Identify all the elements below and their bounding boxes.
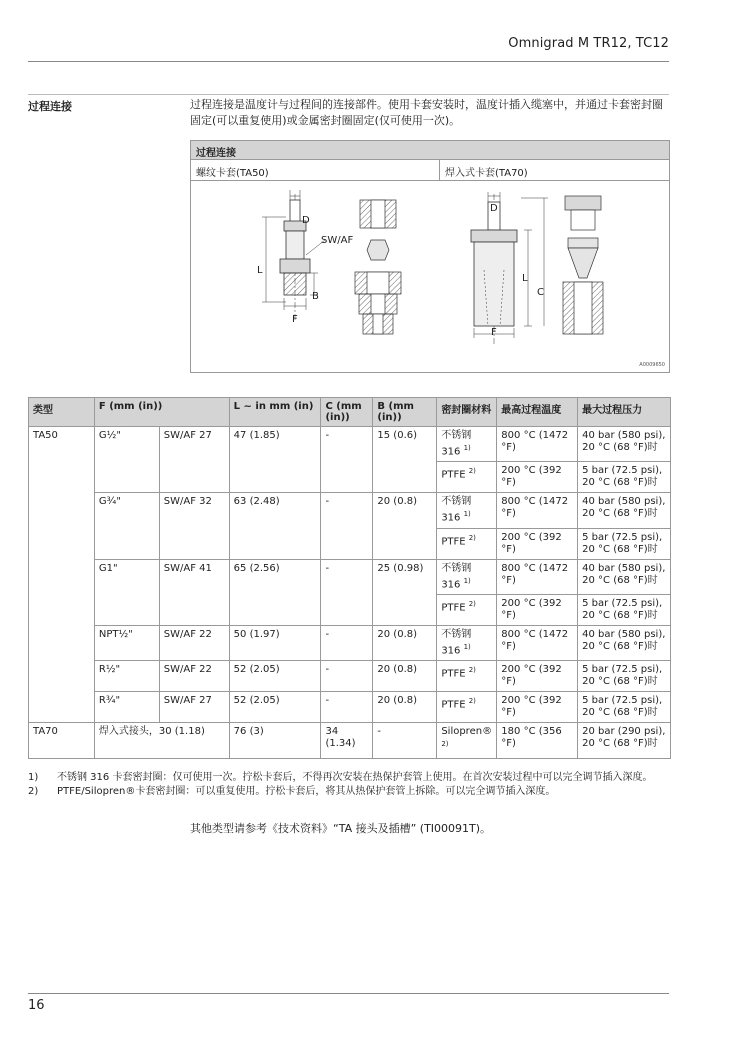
table-cell: G1" — [94, 559, 159, 625]
col-header: C (mm (in)) — [321, 398, 373, 427]
connection-drawings — [191, 180, 669, 372]
table-cell: 15 (0.6) — [373, 427, 437, 493]
table-cell: 200 °C (392 °F) — [497, 594, 578, 625]
table-cell — [437, 462, 497, 493]
dim-d-left: D — [302, 215, 310, 226]
footnote-text: PTFE/Silopren®卡套密封圈：可以重复使用。拧松卡套后，将其从热保护套管上拆除。可以完全调节插入深度。 — [57, 786, 556, 797]
table-cell: G½" — [94, 427, 159, 493]
table-cell: - — [321, 493, 373, 559]
table-cell — [437, 493, 497, 528]
table-cell: SW/AF 32 — [159, 493, 229, 559]
seal-material: PTFE — [441, 535, 466, 547]
table-cell: - — [321, 692, 373, 723]
dim-swaf: SW/AF — [321, 235, 354, 246]
table-cell: 76 (3) — [229, 723, 321, 758]
col-header: L ~ in mm (in) — [229, 398, 321, 427]
table-cell: SW/AF 41 — [159, 559, 229, 625]
table-cell — [437, 723, 497, 758]
process-connection-figure — [190, 140, 670, 373]
table-cell: 800 °C (1472 °F) — [497, 427, 578, 462]
table-cell: SW/AF 27 — [159, 427, 229, 493]
table-cell: TA70 — [29, 723, 95, 758]
section-rule — [28, 94, 669, 95]
ta70-assembly-drawing — [471, 192, 548, 344]
section-title: 过程连接 — [28, 100, 72, 113]
ta70-exploded-parts — [563, 196, 603, 334]
table-cell: - — [321, 625, 373, 660]
table-cell: 20 (0.8) — [373, 661, 437, 692]
table-cell — [437, 528, 497, 559]
table-cell: 800 °C (1472 °F) — [497, 493, 578, 528]
table-cell: NPT½" — [94, 625, 159, 660]
table-cell: 40 bar (580 psi), 20 °C (68 °F)时 — [578, 559, 671, 594]
seal-material: 不锈钢 316 — [441, 496, 472, 524]
figure-id: A0009650 — [639, 362, 665, 368]
col-header: 密封圈材料 — [437, 398, 497, 427]
table-cell: 63 (2.48) — [229, 493, 321, 559]
section-intro: 过程连接是温度计与过程间的连接部件。使用卡套安装时，温度计插入缆塞中，并通过卡套密封圈固定(可以重复使用)或金属密封圈固定(仅可使用一次)。 — [190, 98, 663, 127]
table-cell: R¾" — [94, 692, 159, 723]
table-row — [29, 559, 671, 594]
ta50-exploded-parts — [355, 200, 401, 334]
table-cell — [437, 559, 497, 594]
document-title: Omnigrad M TR12, TC12 — [508, 36, 669, 51]
footnote-ref: 1) — [463, 444, 471, 452]
table-cell — [29, 559, 95, 625]
dim-l-left: L — [257, 265, 263, 276]
table-cell: 65 (2.56) — [229, 559, 321, 625]
table-cell: 180 °C (356 °F) — [497, 723, 578, 758]
dim-b: B — [312, 291, 319, 302]
seal-material: 不锈钢 316 — [441, 628, 472, 657]
table-cell — [29, 625, 95, 660]
table-cell: 800 °C (1472 °F) — [497, 625, 578, 660]
table-row — [29, 427, 671, 462]
table-row — [29, 723, 671, 758]
dim-l-right: L — [522, 273, 528, 284]
footnote-number: 2) — [28, 786, 39, 797]
table-cell: 47 (1.85) — [229, 427, 321, 493]
footnote-2 — [28, 782, 555, 797]
table-cell: SW/AF 22 — [159, 625, 229, 660]
table-cell: SW/AF 22 — [159, 661, 229, 692]
seal-material: Silopren® — [441, 726, 493, 738]
table-cell: R½" — [94, 661, 159, 692]
table-cell: - — [373, 723, 437, 758]
table-row — [29, 493, 671, 528]
table-cell — [437, 625, 497, 660]
footnote-text: 不锈钢 316 卡套密封圈：仅可使用一次。拧松卡套后，不得再次安装在热保护套管上使用。在首次安装过程中可以完全调节插入深度。 — [57, 772, 653, 783]
process-connection-table — [28, 397, 671, 759]
dim-d-right: D — [490, 203, 498, 214]
col-header: B (mm (in)) — [373, 398, 437, 427]
table-cell: 5 bar (72.5 psi), 20 °C (68 °F)时 — [578, 661, 671, 692]
seal-material: PTFE — [441, 668, 466, 680]
col-header: 最大过程压力 — [578, 398, 671, 427]
seal-material: 不锈钢 316 — [441, 562, 472, 590]
table-cell: SW/AF 27 — [159, 692, 229, 723]
col-header: F (mm (in)) — [94, 398, 229, 427]
table-cell: 20 (0.8) — [373, 493, 437, 559]
table-cell: 5 bar (72.5 psi), 20 °C (68 °F)时 — [578, 692, 671, 723]
table-cell: 20 (0.8) — [373, 625, 437, 660]
header-rule — [28, 61, 669, 62]
figure-right-title: 焊入式卡套(TA70) — [445, 168, 528, 179]
table-cell: 34 (1.34) — [321, 723, 373, 758]
footnote-number: 1) — [28, 772, 39, 783]
reference-note: 其他类型请参考《技术资料》“TA 接头及插槽” (TI00091T)。 — [190, 822, 492, 835]
table-cell — [437, 594, 497, 625]
seal-material: 不锈钢 316 — [441, 430, 472, 458]
table-cell: 200 °C (392 °F) — [497, 462, 578, 493]
table-cell: 5 bar (72.5 psi), 20 °C (68 °F)时 — [578, 528, 671, 559]
table-cell: 200 °C (392 °F) — [497, 661, 578, 692]
table-cell: - — [321, 559, 373, 625]
col-header: 类型 — [29, 398, 95, 427]
table-cell: 52 (2.05) — [229, 692, 321, 723]
table-cell: 20 bar (290 psi), 20 °C (68 °F)时 — [578, 723, 671, 758]
table-cell — [29, 661, 95, 692]
table-cell: TA50 — [29, 427, 95, 493]
table-cell: 焊入式接头，30 (1.18) — [94, 723, 229, 758]
dim-f-left: F — [292, 314, 298, 325]
table-cell: - — [321, 427, 373, 493]
footnote-ref: 2) — [468, 467, 476, 476]
dim-c: C — [537, 287, 544, 298]
seal-material: PTFE — [441, 469, 466, 481]
table-cell: 5 bar (72.5 psi), 20 °C (68 °F)时 — [578, 462, 671, 493]
figure-caption: 过程连接 — [191, 141, 669, 160]
footnote-ref: 2) — [468, 599, 476, 608]
table-row — [29, 625, 671, 660]
table-cell: G¾" — [94, 493, 159, 559]
footnote-1 — [28, 768, 652, 783]
table-cell: 200 °C (392 °F) — [497, 692, 578, 723]
table-cell — [437, 661, 497, 692]
table-cell: 40 bar (580 psi), 20 °C (68 °F)时 — [578, 493, 671, 528]
table-cell — [437, 427, 497, 462]
seal-material: PTFE — [441, 602, 466, 614]
figure-left-title: 螺纹卡套(TA50) — [191, 160, 440, 180]
table-cell — [29, 692, 95, 723]
table-row — [29, 692, 671, 723]
col-header: 最高过程温度 — [497, 398, 578, 427]
table-cell: - — [321, 661, 373, 692]
dim-f-right: F — [491, 327, 497, 338]
table-header-row — [29, 398, 671, 427]
table-cell: 50 (1.97) — [229, 625, 321, 660]
footnote-ref: 2) — [441, 740, 449, 749]
table-cell: 800 °C (1472 °F) — [497, 559, 578, 594]
table-cell — [437, 692, 497, 723]
table-cell: 20 (0.8) — [373, 692, 437, 723]
footnote-ref: 2) — [468, 666, 476, 675]
footer-rule — [28, 993, 669, 994]
table-cell: 52 (2.05) — [229, 661, 321, 692]
table-row — [29, 661, 671, 692]
table-cell: 40 bar (580 psi), 20 °C (68 °F)时 — [578, 427, 671, 462]
footnote-ref: 1) — [463, 642, 471, 651]
table-cell: 200 °C (392 °F) — [497, 528, 578, 559]
footnote-ref: 1) — [463, 510, 471, 519]
seal-material: PTFE — [441, 699, 466, 711]
page-number: 16 — [28, 998, 45, 1013]
table-cell — [29, 493, 95, 559]
footnote-ref: 2) — [468, 533, 476, 542]
footnote-ref: 2) — [468, 697, 476, 706]
table-cell: 5 bar (72.5 psi), 20 °C (68 °F)时 — [578, 594, 671, 625]
table-cell: 25 (0.98) — [373, 559, 437, 625]
footnote-ref: 1) — [463, 576, 471, 585]
table-cell: 40 bar (580 psi), 20 °C (68 °F)时 — [578, 625, 671, 660]
